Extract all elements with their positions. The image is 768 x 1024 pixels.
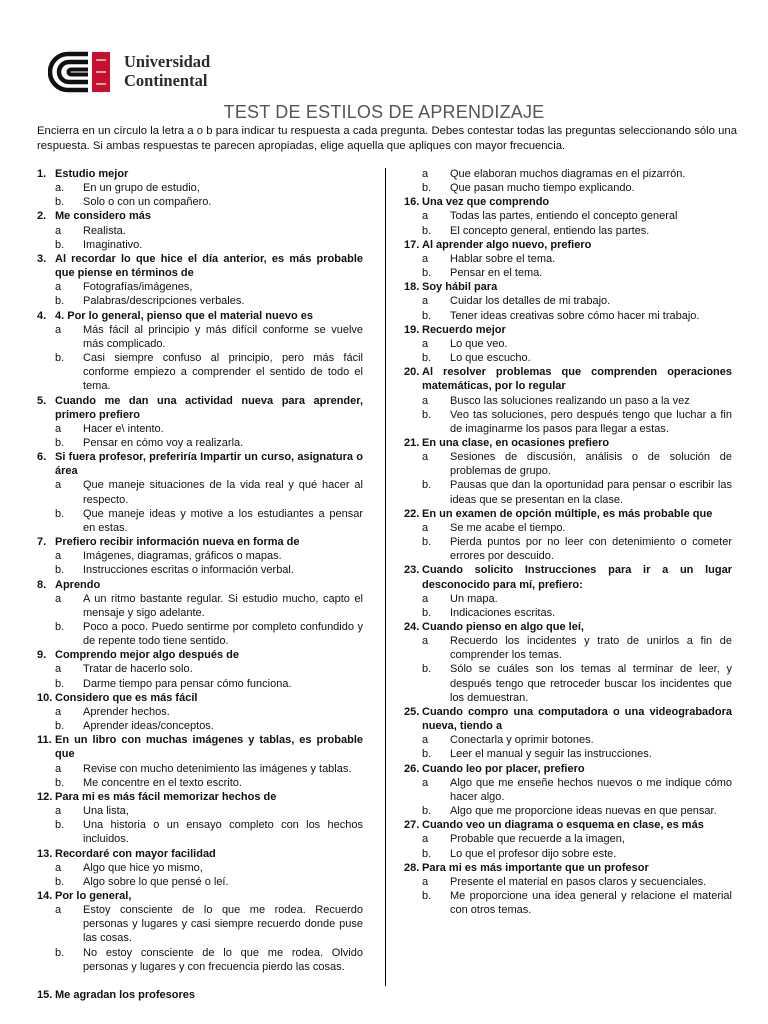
answer-option (37, 804, 363, 818)
option-letter: b. (422, 267, 432, 280)
option-letter: a (422, 252, 429, 265)
question-text: Me considero más (55, 210, 151, 223)
answer-option (37, 719, 363, 733)
answer-option (37, 181, 363, 195)
option-text: Indicaciones escritas. (450, 606, 556, 619)
option-text: Que maneje ideas y motive a los estudiantes a pensar en estas. (83, 507, 363, 534)
question-heading (404, 705, 732, 733)
answer-option (404, 408, 732, 436)
answer-option (404, 266, 732, 280)
question-block (404, 818, 732, 860)
question-block (37, 209, 363, 251)
option-letter: b. (422, 805, 432, 818)
question-text: Si fuera profesor, preferiría Impartir un curso, asignatura o área (55, 451, 363, 478)
answer-option (404, 592, 732, 606)
option-letter: b. (422, 748, 432, 761)
question-heading (404, 280, 732, 294)
option-letter: b. (55, 776, 65, 789)
question-block (37, 309, 363, 394)
option-text: Me concentre en el texto escrito. (83, 776, 242, 789)
option-letter: b. (422, 352, 432, 365)
answer-option (37, 818, 363, 846)
answer-option (404, 478, 732, 506)
option-text: Cuidar los detalles de mi trabajo. (450, 295, 611, 308)
question-text: Cuando leo por placer, prefiero (422, 762, 585, 775)
question-text: Me agradan los profesores (55, 988, 195, 1001)
option-letter: a (422, 337, 429, 350)
option-text: Una historia o un ensayo completo con los hechos incluidos. (83, 819, 363, 846)
question-text: Estudio mejor (55, 168, 129, 180)
answer-option (404, 733, 732, 747)
option-text: Algo que me proporcione ideas nuevas en que pensar. (450, 805, 717, 818)
option-text: En un grupo de estudio, (83, 182, 200, 195)
option-letter: a (422, 592, 429, 605)
option-letter: b. (55, 564, 65, 577)
option-letter: b. (55, 720, 65, 733)
question-text: Al resolver problemas que comprenden operaciones matemáticas, por lo regular (422, 366, 732, 393)
question-block (37, 450, 363, 535)
answer-option (37, 422, 363, 436)
answer-option (404, 875, 732, 889)
option-letter: a (55, 479, 62, 492)
question-text: En un libro con muchas imágenes y tablas, es probable que (55, 734, 363, 761)
questions-left-column (37, 167, 363, 1002)
question-block (404, 365, 732, 436)
option-letter: b. (422, 536, 432, 549)
answer-option (37, 592, 363, 620)
question-number: 9. (37, 649, 47, 662)
question-heading (37, 648, 363, 662)
answer-option (37, 903, 363, 945)
option-letter: a (55, 224, 62, 237)
option-text: Tratar de hacerlo solo. (83, 663, 193, 676)
answer-option (37, 875, 363, 889)
option-letter: a (55, 805, 62, 818)
question-heading (37, 167, 363, 181)
option-text: Palabras/descripciones verbales. (83, 295, 245, 308)
option-letter: a (422, 451, 429, 464)
question-heading (37, 209, 363, 223)
answer-option (37, 436, 363, 450)
option-text: Solo o con un compañero. (83, 196, 212, 209)
question-text: Comprendo mejor algo después de (55, 649, 239, 662)
question-block (404, 436, 732, 507)
option-text: Se me acabe el tiempo. (450, 521, 566, 534)
option-text: Poco a poco. Puedo sentirme por completo confundido y de repente todo tiene sentido. (83, 621, 363, 648)
option-letter: b. (55, 436, 65, 449)
answer-option (37, 351, 363, 393)
option-letter: a (422, 833, 429, 846)
answer-option (37, 946, 363, 974)
option-text: No estoy consciente de lo que me rodea. Olvido personas y lugares y con frecuencia pierdo las cosas. (83, 946, 363, 973)
question-number: 20. (404, 366, 420, 379)
logo-line-1: Universidad (124, 52, 211, 71)
column-gap (37, 974, 363, 988)
option-letter: b. (55, 295, 65, 308)
question-block (37, 648, 363, 690)
option-text: Imaginativo. (83, 238, 143, 251)
logo-line-2: Continental (124, 70, 208, 90)
question-heading (404, 620, 732, 634)
option-letter: b. (422, 847, 432, 860)
option-letter: a (55, 592, 62, 605)
question-heading (404, 365, 732, 393)
option-text: Pensar en cómo voy a realizarla. (83, 436, 244, 449)
question-heading (404, 195, 732, 209)
question-block (37, 733, 363, 790)
question-heading (37, 252, 363, 280)
question-text: Cuando me dan una actividad nueva para aprender, primero prefiero (55, 394, 363, 421)
question-block (404, 280, 732, 322)
question-block (404, 762, 732, 819)
option-letter: a (422, 295, 429, 308)
option-letter: b. (55, 238, 65, 251)
question-number: 14. (37, 889, 53, 902)
answer-option (37, 195, 363, 209)
option-text: Me proporcione una idea general y relacione el material con otros temas. (450, 889, 732, 917)
question-text: Para mi es más importante que un profesor (422, 861, 649, 874)
answer-option (37, 776, 363, 790)
answer-option (404, 167, 732, 181)
answer-option (37, 323, 363, 351)
option-letter: a (55, 861, 62, 874)
answer-option (37, 478, 363, 506)
question-number: 11. (37, 734, 52, 747)
question-block (404, 195, 732, 237)
option-text: Busco las soluciones realizando un paso a la vez (450, 394, 690, 407)
answer-option (404, 804, 732, 818)
questions-right-column (404, 167, 732, 917)
option-letter: a (422, 394, 429, 407)
question-text: Recordaré con mayor facilidad (55, 847, 216, 860)
option-text: Instrucciones escritas o información verbal. (83, 564, 294, 577)
option-text: Fotografías/imágenes, (83, 281, 193, 294)
option-text: A un ritmo bastante regular. Si estudio mucho, capto el mensaje y sigo adelante. (83, 592, 363, 619)
question-text: Aprendo (55, 578, 101, 591)
option-text: Pensar en el tema. (450, 267, 543, 280)
option-letter: a (55, 323, 62, 336)
option-text: Aprender hechos. (83, 705, 170, 718)
option-text: Hacer e\ intento. (83, 422, 164, 435)
question-block (404, 705, 732, 762)
option-letter: b. (422, 408, 432, 421)
option-letter: b. (55, 621, 65, 633)
option-text: Aprender ideas/conceptos. (83, 720, 214, 733)
question-number: 13. (37, 847, 53, 860)
question-block (404, 620, 732, 705)
question-heading (37, 394, 363, 422)
answer-option (37, 238, 363, 252)
option-letter: a. (55, 182, 65, 195)
option-letter: b. (422, 663, 432, 676)
answer-option (404, 747, 732, 761)
option-text: Lo que el profesor dijo sobre este. (450, 847, 617, 860)
question-number: 26. (404, 762, 420, 775)
option-text: Conectarla y oprimir botones. (450, 734, 594, 747)
option-letter: a (55, 705, 62, 718)
question-heading (37, 691, 363, 705)
option-text: Que maneje situaciones de la vida real y qué hacer al respecto. (83, 479, 363, 506)
question-number: 18. (404, 281, 420, 294)
question-number: 2. (37, 210, 47, 223)
answer-option (37, 620, 363, 648)
option-letter: a (422, 521, 429, 534)
option-text: Realista. (83, 224, 126, 237)
answer-option (37, 280, 363, 294)
question-number: 7. (37, 536, 47, 549)
option-letter: a (55, 663, 62, 676)
question-block (404, 238, 732, 280)
question-heading (37, 847, 363, 861)
question-block (37, 889, 363, 974)
answer-option (404, 351, 732, 365)
question-block (37, 691, 363, 733)
answer-option (37, 563, 363, 577)
answer-option (404, 521, 732, 535)
question-text: En una clase, en ocasiones prefiero (422, 436, 610, 449)
option-text: Algo sobre lo que pensé o leí. (83, 875, 229, 888)
option-text: Casi siempre confuso al principio, pero más fácil conforme empiezo a comprender el sentido de todo el tema. (83, 352, 363, 393)
question-heading (37, 889, 363, 903)
university-logo (48, 50, 238, 102)
question-block (37, 847, 363, 889)
option-letter: b. (422, 606, 432, 619)
answer-option (404, 634, 732, 662)
option-text: Que elaboran muchos diagramas en el pizarrón. (450, 168, 686, 180)
answer-option (404, 832, 732, 846)
question-number: 12. (37, 790, 53, 803)
question-heading (404, 436, 732, 450)
option-letter: a (422, 875, 429, 888)
question-text: Soy hábil para (422, 281, 498, 294)
option-letter: b. (55, 352, 65, 365)
question-text: Una vez que comprendo (422, 196, 550, 209)
option-text: Estoy consciente de lo que me rodea. Recuerdo personas y lugares y casi siempre recuerdo donde puse las cosas. (83, 904, 363, 945)
option-letter: b. (422, 224, 432, 237)
option-text: Lo que veo. (450, 337, 508, 350)
answer-option (404, 294, 732, 308)
option-text: Todas las partes, entiendo el concepto general (450, 210, 678, 223)
question-block (404, 507, 732, 564)
answer-option (37, 224, 363, 238)
question-heading (37, 309, 363, 323)
answer-option (37, 549, 363, 563)
option-text: Imágenes, diagramas, gráficos o mapas. (83, 550, 282, 563)
question-heading (37, 988, 363, 1002)
question-number: 23. (404, 564, 420, 577)
question-text: Considero que es más fácil (55, 691, 198, 704)
question-text: Prefiero recibir información nueva en forma de (55, 536, 300, 549)
question-text: En un examen de opción múltiple, es más probable que (422, 507, 713, 520)
question-text: Cuando compro una computadora o una videograbadora nueva, tiendo a (422, 705, 732, 733)
question-text: 4. Por lo general, pienso que el material nuevo es (55, 309, 313, 322)
question-number: 1. (37, 168, 47, 180)
question-text: Al recordar lo que hice el día anterior, es más probable que piense en términos de (55, 252, 363, 280)
option-text: Pausas que dan la oportunidad para pensar o escribir las ideas que se presentan en la clase. (450, 479, 732, 506)
question-text: Para mi es más fácil memorizar hechos de (55, 790, 277, 803)
option-text: Revise con mucho detenimiento las imágenes y tablas. (83, 762, 352, 775)
option-letter: a (55, 904, 62, 917)
answer-option (37, 677, 363, 691)
question-block (404, 563, 732, 620)
question-number: 6. (37, 451, 47, 464)
question-heading (37, 535, 363, 549)
question-number: 17. (404, 238, 420, 251)
option-text: Sólo se cuáles son los temas al terminar de leer, y después tengo que retroceder buscar los incidentes que los demuestran. (450, 663, 732, 704)
question-heading (37, 733, 363, 761)
answer-option (404, 394, 732, 408)
question-heading (404, 762, 732, 776)
question-text: Cuando pienso en algo que leí, (422, 621, 584, 633)
question-number: 27. (404, 819, 420, 832)
question-block (37, 578, 363, 649)
answer-option (404, 309, 732, 323)
question-text: Al aprender algo nuevo, prefiero (422, 238, 592, 251)
answer-option (404, 847, 732, 861)
question-heading (37, 578, 363, 592)
option-text: Probable que recuerde a la imagen, (450, 833, 625, 846)
option-letter: b. (55, 196, 65, 209)
option-letter: a (422, 168, 429, 180)
option-text: Sesiones de discusión, análisis o de solución de problemas de grupo. (450, 451, 732, 478)
answer-option (37, 507, 363, 535)
question-block (37, 252, 363, 309)
answer-option (404, 662, 732, 704)
option-letter: b. (55, 819, 65, 832)
option-text: Algo que me enseñe hechos nuevos o me indique cómo hacer algo. (450, 776, 732, 803)
option-text: Presente el material en pasos claros y secuenciales. (450, 875, 707, 888)
question-number: 16. (404, 196, 420, 209)
question-block (37, 167, 363, 209)
answer-option (37, 705, 363, 719)
option-letter: a (422, 734, 429, 747)
answer-option (37, 861, 363, 875)
question-heading (404, 323, 732, 337)
option-letter: b. (55, 875, 65, 888)
option-text: Darme tiempo para pensar cómo funciona. (83, 677, 292, 690)
option-letter: b. (55, 677, 65, 690)
column-divider (385, 168, 386, 986)
document-title: TEST DE ESTILOS DE APRENDIZAJE (223, 102, 545, 122)
logo-emblem-icon (48, 50, 114, 94)
question-number: 3. (37, 252, 47, 265)
question-heading (37, 790, 363, 804)
answer-option (404, 337, 732, 351)
option-text: Leer el manual y seguir las instrucciones. (450, 748, 652, 761)
option-letter: b. (422, 889, 432, 902)
question-text: Cuando solicito Instrucciones para ir a un lugar desconocido para mí, prefiero: (422, 564, 732, 591)
question-number: 21. (404, 436, 420, 449)
option-text: Algo que hice yo mismo, (83, 861, 203, 874)
answer-option (404, 252, 732, 266)
option-letter: a (55, 422, 62, 435)
question-block (37, 790, 363, 847)
option-letter: b. (55, 946, 65, 959)
option-text: Recuerdo los incidentes y trato de unirlos a fin de comprender los temas. (450, 635, 732, 662)
question-heading (404, 238, 732, 252)
question-heading (404, 861, 732, 875)
question-number: 28. (404, 861, 420, 874)
answer-option (37, 662, 363, 676)
option-text: El concepto general, entiendo las partes. (450, 224, 650, 237)
question-block (404, 861, 732, 918)
question-number: 10. (37, 691, 53, 704)
question-number: 24. (404, 621, 420, 633)
answer-option (404, 535, 732, 563)
option-letter: b. (422, 309, 432, 322)
question-heading (404, 818, 732, 832)
question-number: 22. (404, 507, 420, 520)
question-block (37, 394, 363, 451)
option-letter: b. (422, 479, 432, 492)
question-heading (404, 507, 732, 521)
option-text: Tener ideas creativas sobre cómo hacer mi trabajo. (450, 309, 700, 322)
question-number: 5. (37, 394, 47, 407)
question-number: 4. (37, 309, 47, 322)
answer-option (404, 209, 732, 223)
logo-wordmark (124, 53, 210, 90)
question-block (404, 323, 732, 365)
question-number: 8. (37, 578, 47, 591)
option-letter: b. (422, 182, 432, 195)
question-number: 15. (37, 988, 53, 1001)
option-text: Veo tas soluciones, pero después tengo que luchar a fin de imaginarme los pasos para llegar a estas. (450, 408, 732, 435)
question-number: 19. (404, 323, 420, 336)
option-text: Más fácil al principio y más difícil conforme se vuelve más complicado. (83, 323, 363, 350)
option-text: Un mapa. (450, 592, 498, 605)
option-text: Pierda puntos por no leer con detenimiento o cometer errores por descuido. (450, 536, 732, 563)
option-text: Una lista, (83, 805, 129, 818)
answer-option (404, 776, 732, 804)
question-heading (37, 450, 363, 478)
instructions-paragraph: Encierra en un círculo la letra a o b para indicar tu respuesta a cada pregunta. Debes contestar todas las preguntas seleccionando sólo una respuesta. Si ambas respuestas te parecen apropiadas, elige aquella que apliques con mayor frecuencia. (37, 125, 737, 152)
answer-option (404, 181, 732, 195)
question-block (37, 988, 363, 1002)
option-letter: a (55, 281, 62, 294)
option-letter: a (55, 762, 62, 775)
question-block (404, 167, 732, 195)
answer-option (404, 606, 732, 620)
option-text: Lo que escucho. (450, 352, 531, 365)
option-letter: a (422, 635, 429, 648)
question-text: Cuando veo un diagrama o esquema en clase, es más (422, 819, 704, 832)
question-heading (404, 563, 732, 591)
answer-option (404, 450, 732, 478)
answer-option (37, 294, 363, 308)
question-text: Recuerdo mejor (422, 323, 506, 336)
question-number: 25. (404, 705, 420, 718)
option-letter: a (422, 776, 429, 789)
question-text: Por lo general, (55, 889, 132, 902)
option-text: Hablar sobre el tema. (450, 252, 556, 265)
answer-option (37, 762, 363, 776)
option-letter: a (422, 210, 429, 223)
option-text: Que pasan mucho tiempo explicando. (450, 182, 635, 195)
answer-option (404, 889, 732, 917)
option-letter: a (55, 550, 62, 563)
answer-option (404, 224, 732, 238)
question-block (37, 535, 363, 577)
option-letter: b. (55, 507, 65, 520)
